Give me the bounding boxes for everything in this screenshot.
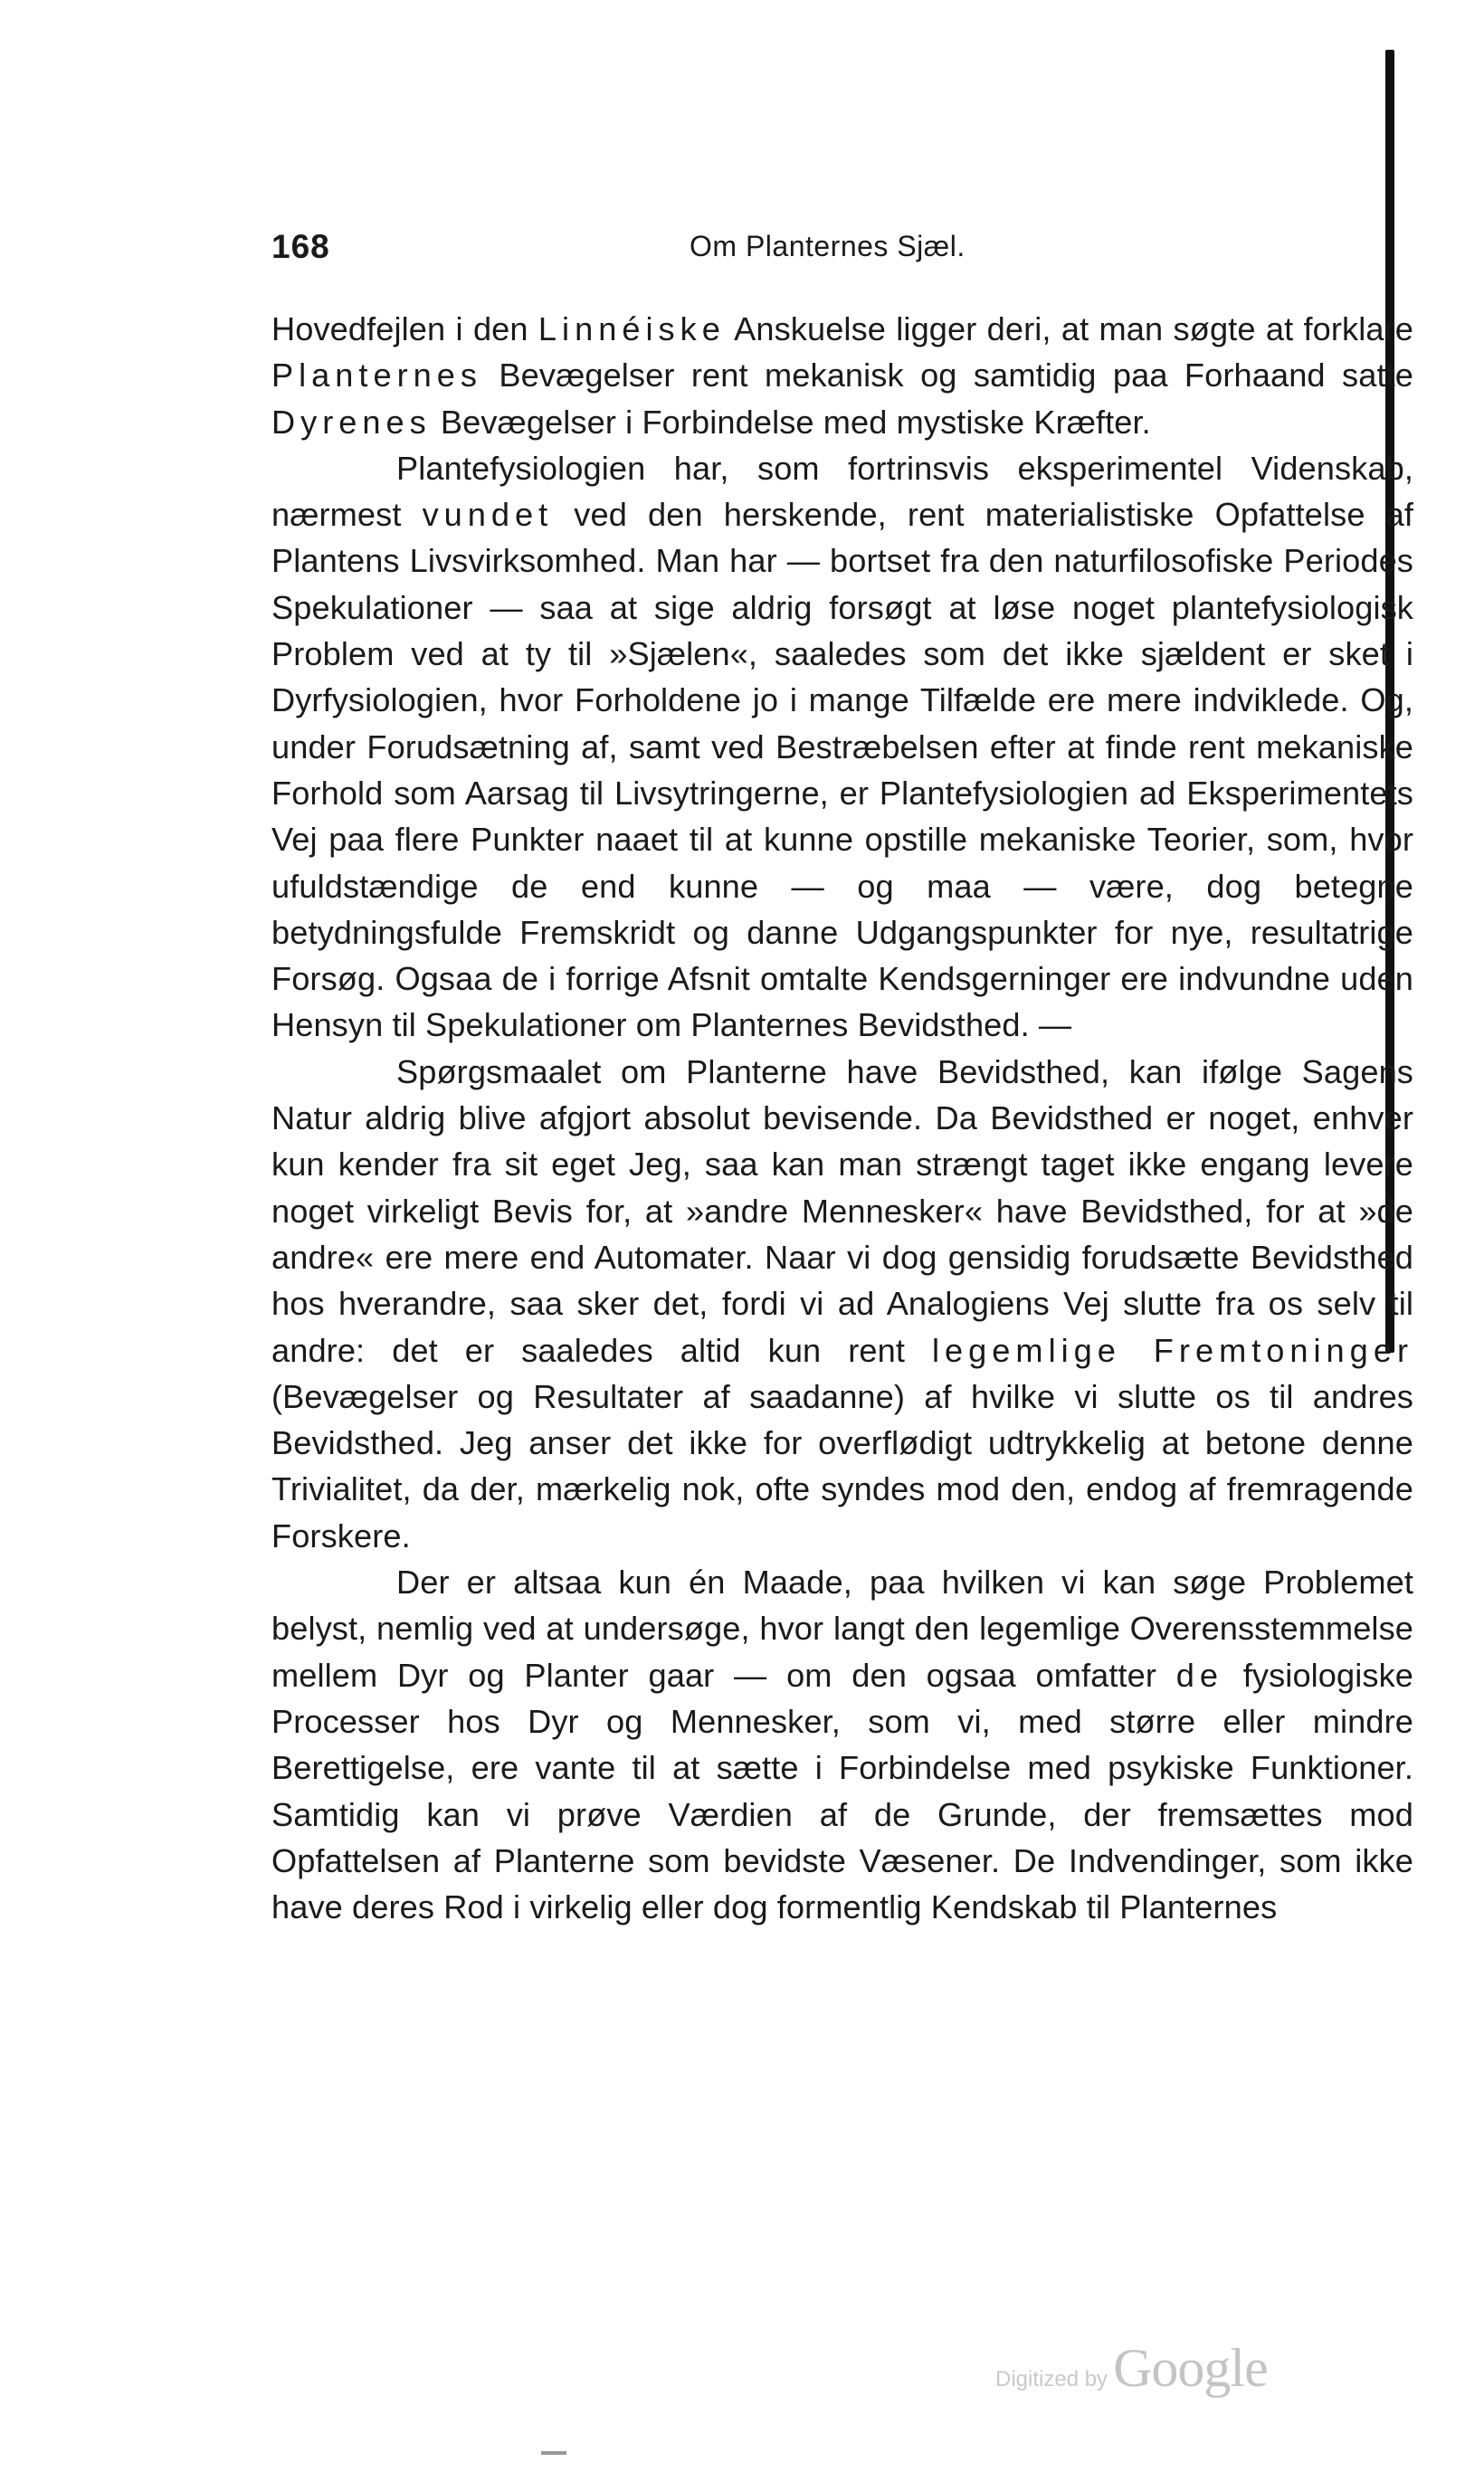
text-run: fysiologiske Processer hos Dyr og Mennesker, som vi, med større eller mindre Berettigelse, ere vante til at sætte i Forbindelse med psykiske Funktioner. Samtidig kan vi prøve Værdien af de Grunde, der fremsættes mod Opfattelsen af Planterne som bevidste Væsener. De Indvendinger, som ikke have deres Rod i virkelig eller dog formentlig Kendskab til Planternes: [271, 1656, 1414, 1926]
google-logo: Google: [1113, 2338, 1268, 2398]
text-run: Anskuelse ligger deri, at man søgte at forklare: [725, 310, 1413, 347]
paragraph: [271, 1049, 1413, 1559]
paragraph: [271, 1559, 1413, 1930]
spaced-emphasis: Planternes: [271, 357, 483, 395]
text-run: Plantefysiologien har, som fortrinsvis eksperimentel Videnskab, nærmest: [271, 449, 1413, 534]
spaced-emphasis: de: [1175, 1656, 1224, 1694]
text-run: (Bevægelser og Resultater af saadanne) af hvilke vi slutte os til andres Bevidsthed. Jeg anser det ikke for overflødigt udtrykkelig at betone denne Trivialitet, da der, mærkelig nok, ofte syndes mod den, endog af fremragende Forskere.: [271, 1377, 1413, 1555]
text-run: ved den herskende, rent materialistiske Opfattelse af Plantens Livsvirksomhed. Man har — bortset fra den naturfilosofiske Periodes Spekulationer — saa at sige aldrig forsøgt at løse noget plantefysiologisk Problem ved at ty til »Sjælen«, saaledes som det ikke sjældent er sket i Dyrfysiologien, hvor Forholdene jo i mange Tilfælde ere mere indviklede. Og, under Forudsætning af, samt ved Bestræbelsen efter at finde rent mekaniske Forhold som Aarsag til Livsytringerne, er Plantefysiologien ad Eksperimentets Vej paa flere Punkter naaet til at kunne opstille mekaniske Teorier, som, hvor ufuldstændige de end kunne — og maa — være, dog betegne betydningsfulde Fremskridt og danne Udgangspunkter for nye, resultatrige Forsøg. Ogsaa de i forrige Afsnit omtalte Kendsgerninger ere indvundne uden Hensyn til Spekulationer om Planternes Bevidsthed. —: [271, 496, 1414, 1044]
page-number: 168: [271, 228, 330, 265]
text-run: Der er altsaa kun én Maade, paa hvilken vi kan søge Problemet belyst, nemlig ved at undersøge, hvor langt den legemlige Overensstemmelse mellem Dyr og Planter gaar — om den ogsaa omfatter: [271, 1564, 1413, 1694]
body-text: [271, 306, 1413, 1930]
scan-mark: [541, 2451, 566, 2455]
paragraph: [271, 306, 1413, 445]
text-run: Bevægelser i Forbindelse med mystiske Kræfter.: [431, 403, 1151, 441]
text-run: Spørgsmaalet om Planterne have Bevidsthed, kan ifølge Sagens Natur aldrig blive afgjort absolut bevisende. Da Bevidsthed er noget, enhver kun kender fra sit eget Jeg, saa kan man strængt taget ikke engang levere noget virkeligt Bevis for, at »andre Mennesker« have Bevidsthed, for at »de andre« ere mere end Automater. Naar vi dog gensidig forudsætte Bevidsthed hos hverandre, saa sker det, fordi vi ad Analogiens Vej slutte fra os selv til andre: det er saaledes altid kun rent: [271, 1052, 1413, 1369]
spaced-emphasis: legemlige Fremtoninger: [932, 1331, 1413, 1369]
running-title: Om Planternes Sjæl.: [690, 230, 966, 262]
digitized-watermark: [995, 2337, 1268, 2398]
spaced-emphasis: vundet: [422, 496, 554, 534]
text-run: Hovedfejlen i den: [271, 310, 538, 347]
paragraph: [271, 445, 1413, 1049]
page-header: [271, 228, 1430, 273]
watermark-prefix: Digitized by: [995, 2367, 1108, 2391]
spaced-emphasis: Dyrenes: [271, 403, 432, 441]
spaced-emphasis: Linnéiske: [537, 310, 726, 347]
text-run: Bevægelser rent mekanisk og samtidig paa Forhaand satte: [482, 357, 1413, 395]
